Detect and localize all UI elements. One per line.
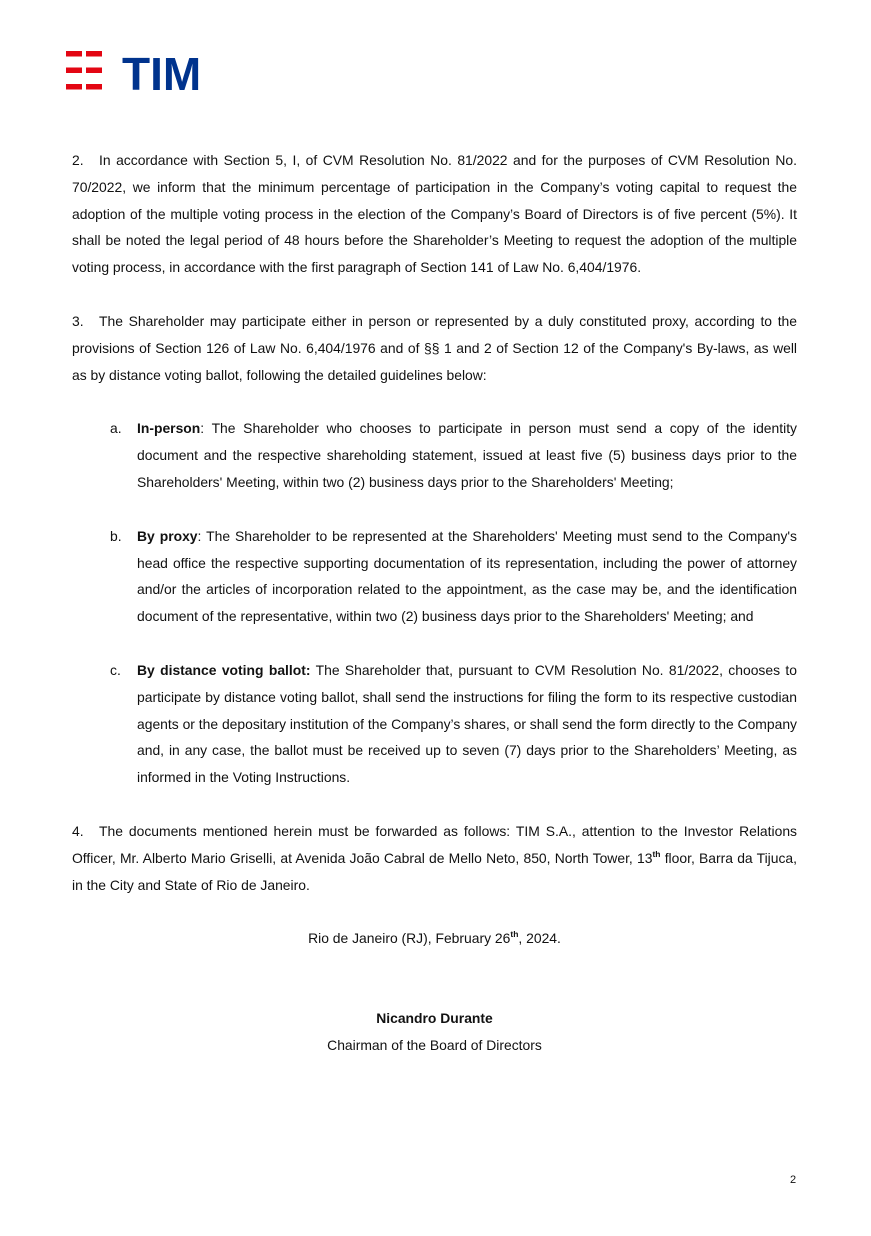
list-item-letter: c. — [110, 661, 121, 678]
list-item-in-person — [72, 415, 797, 495]
list-item-by-proxy — [72, 523, 797, 630]
ordinal-suffix: th — [652, 848, 661, 859]
list-item-letter: b. — [110, 527, 122, 544]
logo-text: TIM — [122, 50, 202, 92]
list-item-letter: a. — [110, 420, 122, 437]
tim-logo — [66, 50, 216, 92]
paragraph-text: In accordance with Section 5, I, of CVM Resolution No. 81/2022 and for the purposes of CVM Resolution No. 70/2022, we inform that the minimum percentage of participation in the Company’s voting capital to request the adoption of the multiple voting process in the election of the Company’s Board of Directors is of five percent (5%). It shall be noted the legal period of 48 hours before the Shareholder’s Meeting to request the adoption of the multiple voting process, in accordance with the first paragraph of Section 141 of Law No. 6,404/1976. — [72, 152, 797, 276]
date-year: , 2024. — [518, 930, 561, 947]
list-item-text: : The Shareholder who chooses to participate in person must send a copy of the identity document and the respective shareholding statement, issued at least five (5) business days prior to the Shareholders' Meeting, within two (2) business days prior to the Shareholders' Meeting; — [137, 420, 797, 490]
list-item-distance-ballot — [72, 657, 797, 791]
paragraph-text: The Shareholder may participate either in person or represented by a duly constituted proxy, according to the provisions of Section 126 of Law No. 6,404/1976 and of §§ 1 and 2 of Section 12 of the Company's By-laws, as well as by distance voting ballot, following the detailed guidelines below: — [72, 312, 797, 383]
document-body — [72, 147, 797, 1059]
paragraph-text: The documents mentioned herein must be forwarded as follows: TIM S.A., attention to the Investor Relations Officer, Mr. Alberto Mario Griselli, at Avenida João Cabral de Mello Neto, 850, North Tower, 13 — [72, 822, 797, 866]
list-item-title: By proxy — [137, 527, 198, 544]
tim-logo-mark — [66, 50, 216, 92]
paragraph-3 — [72, 308, 797, 388]
paragraph-number: 3. — [72, 312, 84, 329]
signatory-title: Chairman of the Board of Directors — [327, 1036, 542, 1053]
ordinal-suffix: th — [510, 929, 519, 940]
date-text: Rio de Janeiro (RJ), February 26 — [308, 930, 511, 947]
paragraph-number: 2. — [72, 152, 84, 168]
paragraph-4 — [72, 818, 797, 898]
signatory-name: Nicandro Durante — [376, 1010, 493, 1027]
paragraph-2 — [72, 147, 797, 281]
list-item-text: The Shareholder that, pursuant to CVM Resolution No. 81/2022, chooses to participate by distance voting ballot, shall send the instructions for filing the form to its respective custodian agents or the depositary institution of the Company’s shares, or shall send the form directly to the Company and, in any case, the ballot must be received up to seven (7) days prior to the Shareholders’ Meeting, as informed in the Voting Instructions. — [137, 661, 797, 786]
date-line — [72, 925, 797, 952]
paragraph-number: 4. — [72, 822, 84, 839]
list-item-title: By distance voting ballot: — [137, 661, 311, 678]
list-item-text: : The Shareholder to be represented at the Shareholders' Meeting must send to the Company's head office the respective supporting documentation of its representation, including the power of attorney and/or the articles of incorporation related to the appointment, as the case may be, and the identification document of the representative, within two (2) business days prior to the Shareholders' Meeting; and — [137, 527, 797, 625]
paragraph-text-continued: floor, Barra da Tijuca, in the City and State of Rio de Janeiro. — [72, 849, 797, 893]
list-item-title: In-person — [137, 420, 201, 437]
page-number: 2 — [790, 1174, 797, 1186]
